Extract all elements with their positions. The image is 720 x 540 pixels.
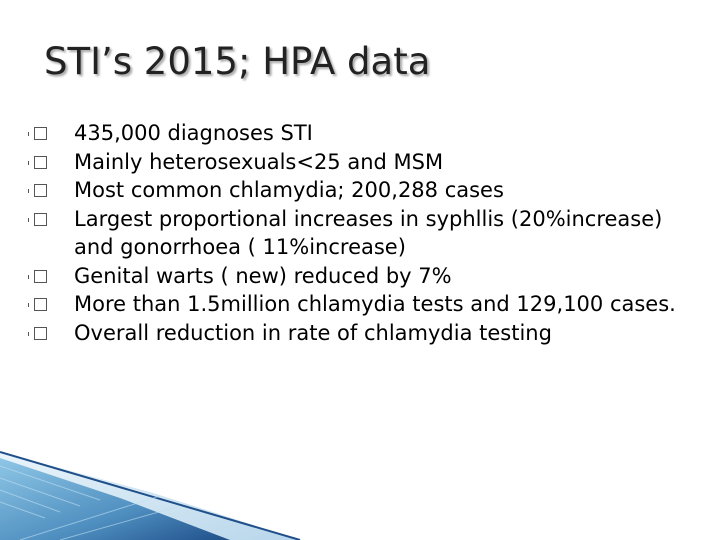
bullet-text: Largest proportional increases in syphllis (20%increase) and gonorrhoea ( 11%increase) [74, 206, 670, 259]
square-bullet-icon [34, 184, 47, 197]
square-bullet-icon [34, 298, 47, 311]
bullet-text: More than 1.5million chlamydia tests and 129,100 cases. [74, 292, 676, 316]
bullet-text: Overall reduction in rate of chlamydia testing [74, 320, 552, 345]
square-bullet-icon [34, 213, 47, 226]
slide-title: STI’s 2015; HPA data [44, 40, 431, 83]
bullet-list [28, 119, 700, 347]
bullet-text: 435,000 diagnoses STI [74, 121, 313, 145]
list-item [28, 205, 700, 262]
bullet-text: Most common chlamydia; 200,288 cases [74, 178, 504, 202]
list-item [28, 148, 700, 177]
corner-swoosh-shape [0, 452, 300, 540]
bullet-text: Mainly heterosexuals<25 and MSM [74, 149, 444, 174]
list-item [28, 290, 700, 319]
square-bullet-icon [34, 156, 47, 169]
square-bullet-icon [34, 270, 47, 283]
square-bullet-icon [34, 127, 47, 140]
list-item [28, 319, 700, 348]
list-item [28, 262, 700, 291]
bullet-text: Genital warts ( new) reduced by 7% [74, 263, 452, 288]
square-bullet-icon [34, 327, 47, 340]
list-item [28, 176, 700, 205]
list-item [28, 119, 700, 148]
